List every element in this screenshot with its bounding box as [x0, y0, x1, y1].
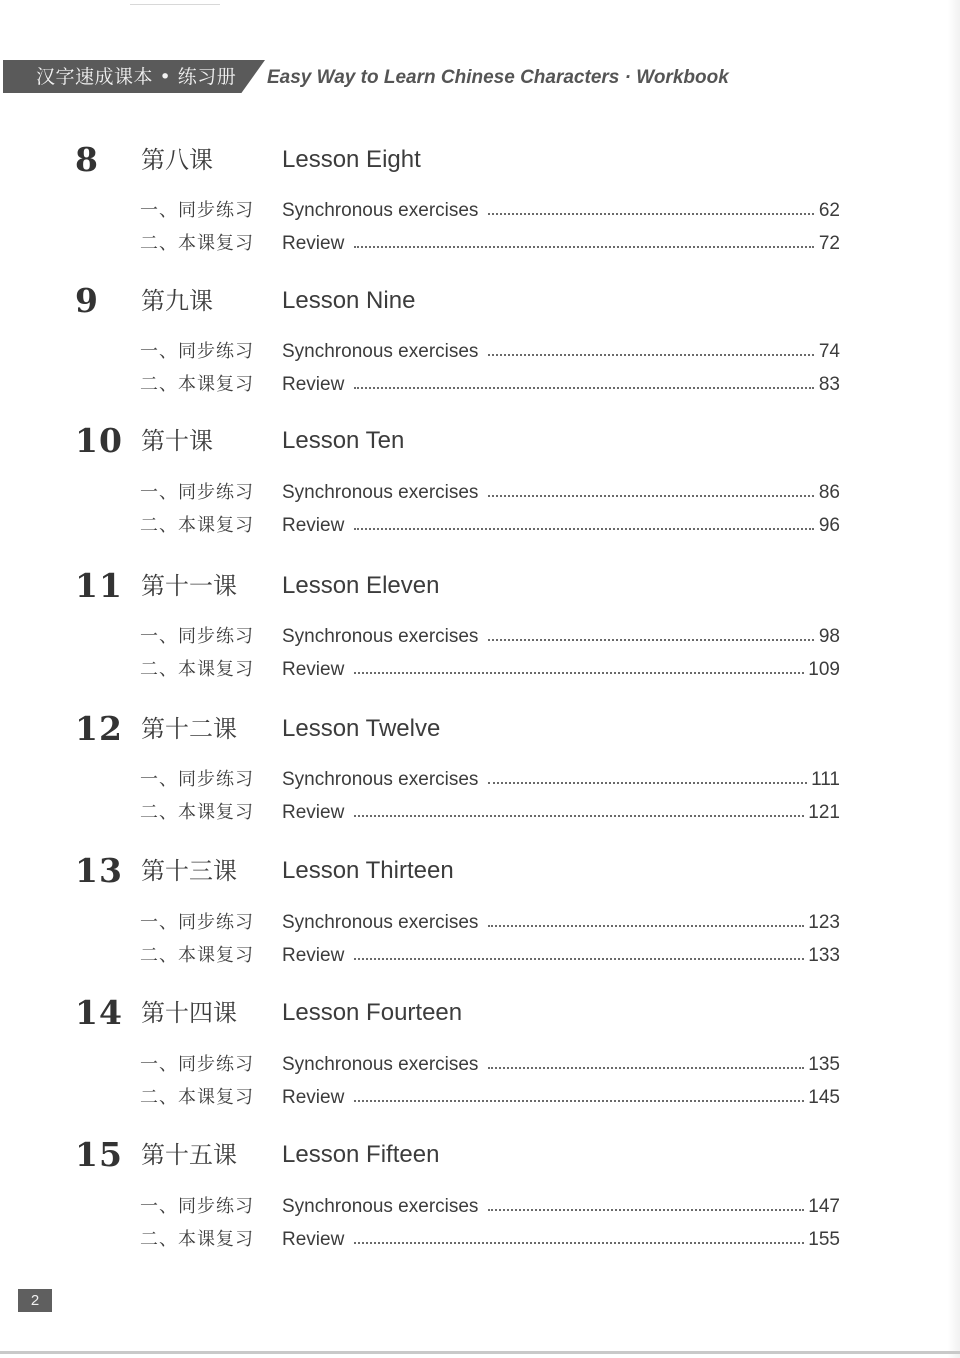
entry-label-cn: 一、同步练习 [140, 1196, 254, 1217]
header-title-en: Easy Way to Learn Chinese Characters · Workbook [267, 67, 729, 88]
dot-leader [354, 246, 814, 248]
lesson-title-cn: 第十四课 [141, 999, 237, 1027]
entry-label-en: Synchronous exercises [282, 341, 479, 362]
lesson-title-en[interactable]: Lesson Twelve [282, 715, 441, 742]
entry-label-en: Review [282, 233, 345, 254]
entry-label-en: Review [282, 1229, 345, 1250]
toc-entry-review[interactable] [140, 1225, 840, 1251]
bottom-rule [0, 1351, 960, 1354]
entry-label-cn: 二、本课复习 [140, 945, 254, 966]
entry-label-en: Synchronous exercises [282, 200, 479, 221]
toc-lesson [0, 140, 960, 270]
entry-page-number: 133 [808, 945, 840, 966]
entry-page-number: 96 [818, 515, 840, 536]
entry-label-en: Review [282, 945, 345, 966]
dot-leader [354, 528, 814, 530]
lesson-title-cn: 第十课 [141, 427, 213, 455]
entry-label-cn: 二、本课复习 [140, 233, 254, 254]
running-header [3, 60, 803, 93]
lesson-title-en[interactable]: Lesson Fourteen [282, 999, 463, 1026]
entry-page-number: 121 [808, 802, 840, 823]
entry-label-en: Review [282, 802, 345, 823]
entry-page-number: 62 [818, 200, 840, 221]
toc-lesson [0, 709, 960, 839]
dot-leader [488, 925, 804, 927]
lesson-number: 9 [75, 281, 99, 320]
entry-label-cn: 二、本课复习 [140, 374, 254, 395]
dot-leader [354, 1242, 804, 1244]
lesson-title-cn: 第十五课 [141, 1141, 237, 1169]
entry-label-en: Review [282, 515, 345, 536]
lesson-number: 8 [75, 140, 99, 179]
toc-entry-exercises[interactable] [140, 765, 840, 791]
lesson-title-en[interactable]: Lesson Eight [282, 146, 421, 173]
entry-label-en: Synchronous exercises [282, 1196, 479, 1217]
dot-leader [488, 639, 814, 641]
toc-lesson [0, 993, 960, 1123]
entry-label-cn: 一、同步练习 [140, 912, 254, 933]
lesson-title-cn: 第八课 [141, 146, 213, 174]
entry-label-cn: 二、本课复习 [140, 1229, 254, 1250]
entry-page-number: 155 [808, 1229, 840, 1250]
entry-label-en: Review [282, 374, 345, 395]
toc-entry-review[interactable] [140, 655, 840, 681]
toc-entry-review[interactable] [140, 511, 840, 537]
entry-label-en: Synchronous exercises [282, 769, 479, 790]
entry-label-en: Synchronous exercises [282, 1054, 479, 1075]
toc-entry-exercises[interactable] [140, 622, 840, 648]
entry-label-cn: 一、同步练习 [140, 626, 254, 647]
lesson-title-en[interactable]: Lesson Fifteen [282, 1141, 440, 1168]
toc-entry-exercises[interactable] [140, 1192, 840, 1218]
lesson-number: 15 [75, 1135, 123, 1174]
entry-label-cn: 二、本课复习 [140, 515, 254, 536]
toc-entry-review[interactable] [140, 229, 840, 255]
lesson-number: 12 [75, 709, 123, 748]
entry-label-cn: 一、同步练习 [140, 1054, 254, 1075]
dot-leader [488, 1067, 804, 1069]
entry-label-cn: 二、本课复习 [140, 659, 254, 680]
toc-entry-exercises[interactable] [140, 478, 840, 504]
toc-lesson [0, 281, 960, 411]
lesson-title-cn: 第十一课 [141, 572, 237, 600]
toc-entry-review[interactable] [140, 370, 840, 396]
toc-entry-exercises[interactable] [140, 196, 840, 222]
toc-entry-review[interactable] [140, 798, 840, 824]
entry-label-en: Synchronous exercises [282, 626, 479, 647]
dot-leader [488, 782, 807, 784]
dot-leader [488, 354, 814, 356]
entry-label-en: Review [282, 659, 345, 680]
scan-artifact [130, 4, 220, 5]
entry-page-number: 147 [808, 1196, 840, 1217]
entry-page-number: 98 [818, 626, 840, 647]
header-title-cn: 汉字速成课本 • 练习册 [36, 66, 237, 88]
toc-entry-review[interactable] [140, 1083, 840, 1109]
lesson-title-cn: 第十二课 [141, 715, 237, 743]
entry-page-number: 135 [808, 1054, 840, 1075]
entry-label-en: Review [282, 1087, 345, 1108]
lesson-title-cn: 第十三课 [141, 857, 237, 885]
entry-label-cn: 一、同步练习 [140, 341, 254, 362]
toc-lesson [0, 421, 960, 551]
entry-page-number: 123 [808, 912, 840, 933]
toc-lesson [0, 1135, 960, 1265]
lesson-title-cn: 第九课 [141, 287, 213, 315]
entry-label-en: Synchronous exercises [282, 912, 479, 933]
lesson-number: 10 [75, 421, 123, 460]
dot-leader [488, 495, 814, 497]
dot-leader [354, 672, 804, 674]
entry-page-number: 109 [808, 659, 840, 680]
entry-label-en: Synchronous exercises [282, 482, 479, 503]
dot-leader [354, 815, 804, 817]
lesson-number: 13 [75, 851, 123, 890]
entry-page-number: 83 [818, 374, 840, 395]
page-number-badge: 2 [18, 1289, 52, 1312]
dot-leader [354, 1100, 804, 1102]
toc-entry-exercises[interactable] [140, 908, 840, 934]
lesson-title-en[interactable]: Lesson Nine [282, 287, 416, 314]
entry-page-number: 74 [818, 341, 840, 362]
toc-entry-exercises[interactable] [140, 337, 840, 363]
entry-label-cn: 一、同步练习 [140, 200, 254, 221]
entry-page-number: 72 [818, 233, 840, 254]
entry-page-number: 86 [818, 482, 840, 503]
entry-label-cn: 二、本课复习 [140, 1087, 254, 1108]
toc-lesson [0, 566, 960, 696]
lesson-number: 14 [75, 993, 123, 1032]
lesson-title-en[interactable]: Lesson Eleven [282, 572, 440, 599]
entry-label-cn: 一、同步练习 [140, 769, 254, 790]
toc-entry-exercises[interactable] [140, 1050, 840, 1076]
dot-leader [488, 213, 814, 215]
entry-label-cn: 二、本课复习 [140, 802, 254, 823]
dot-leader [354, 387, 814, 389]
toc-entry-review[interactable] [140, 941, 840, 967]
dot-leader [354, 958, 804, 960]
lesson-title-en[interactable]: Lesson Ten [282, 427, 405, 454]
entry-label-cn: 一、同步练习 [140, 482, 254, 503]
dot-leader [488, 1209, 804, 1211]
lesson-number: 11 [75, 566, 123, 605]
toc-lesson [0, 851, 960, 981]
entry-page-number: 111 [811, 769, 840, 790]
lesson-title-en[interactable]: Lesson Thirteen [282, 857, 454, 884]
entry-page-number: 145 [808, 1087, 840, 1108]
